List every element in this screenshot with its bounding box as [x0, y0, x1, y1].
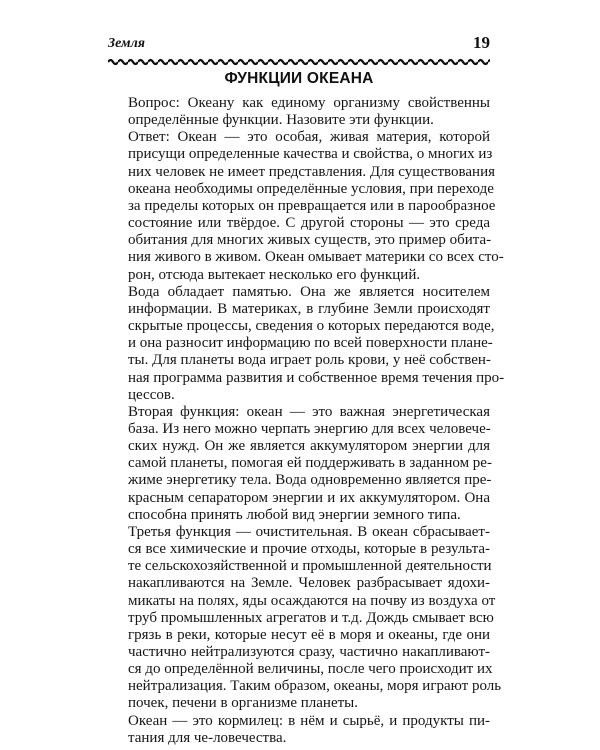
- text-line: ты. Для планеты вода играет роль крови, у неё собствен-: [128, 352, 491, 369]
- text-line: микаты на полях, яды осаждаются на почву из воздуха от: [128, 592, 496, 609]
- text-line: Вторая функция: океан — это важная энергетическая: [128, 403, 490, 420]
- text-line: частично нейтрализуются сразу, частично накапливают-: [128, 644, 490, 660]
- text-line: жиме энергетику тела. Вода одновременно является пре-: [128, 472, 492, 489]
- text-line: присущи определенные качества и свойства, о многих из: [128, 146, 493, 163]
- text-line: ная программа развития и собственное время течения про-: [128, 369, 505, 386]
- text-line: обитания для многих живых существ, это пример обита-: [128, 232, 492, 249]
- text-line: накапливаются на Земле. Человек разбрасывает ядохи-: [128, 575, 490, 592]
- paragraph: [108, 713, 490, 747]
- text-line: определённые функции. Назовите эти функции.: [128, 112, 434, 129]
- text-line: база. Из него можно черпать энергию для всех человече-: [128, 420, 491, 437]
- text-line: ских нужд. Он же является аккумулятором энергии для: [128, 438, 490, 455]
- text-line: цессов.: [128, 386, 175, 403]
- text-line: и она разносит информацию по всей поверхности плане-: [128, 335, 493, 352]
- running-header: [108, 33, 490, 56]
- paragraph: [108, 523, 502, 713]
- text-line: состояние или твёрдое. С другой стороны — это среда: [128, 215, 490, 232]
- text-line: самой планеты, помогая ей поддерживать в заданном ре-: [128, 455, 492, 472]
- paragraph: [108, 129, 504, 283]
- text-line: те сельскохозяйственной и промышленной деятельности: [128, 558, 492, 575]
- text-line: Ответ: Океан — это особая, живая материя, которой: [128, 129, 490, 146]
- paragraph: [108, 404, 490, 524]
- text-line: грязь в реки, которые несут её в моря и океаны, где они: [128, 626, 490, 643]
- text-line: за пределы которых он превращается или в парообразное: [128, 197, 496, 214]
- text-line: тания для че-ловечества.: [128, 729, 287, 746]
- text-line: нейтрализация. Таким образом, океаны, моря играют роль: [128, 678, 502, 695]
- text-line: Океан — это кормилец: в нём и сырьё, и продукты пи-: [128, 712, 490, 729]
- text-line: Третья функция — очистительная. В океан сбрасывает-: [128, 523, 490, 540]
- text-line: ся до определённой величины, после чего происходит их: [128, 661, 493, 678]
- text-line: Вопрос: Океану как единому организму свойственны: [128, 95, 490, 111]
- paragraph: [108, 283, 505, 404]
- text-line: красным сепаратором энергии и их аккумулятором. Она: [128, 489, 490, 506]
- text-line: рон, отсюда вытекает несколько его функций.: [128, 266, 421, 283]
- text-line: Вода обладает памятью. Она же является носителем: [128, 283, 490, 300]
- body-text: [108, 95, 505, 747]
- text-line: информации. В материках, в глубине Земли происходят: [128, 300, 490, 317]
- text-line: ния живого в живом. Океан омывает материки со всех сто-: [128, 249, 504, 266]
- text-line: океана необходимы определённые условия, при переходе: [128, 180, 494, 197]
- text-line: способна принять любой вид энергии земного типа.: [128, 506, 461, 523]
- page-number: 19: [473, 33, 490, 52]
- text-line: них человек не имеет представления. Для существования: [128, 163, 496, 180]
- chapter-title: Земля: [108, 36, 145, 51]
- text-line: ся все химические и прочие отходы, которые в результа-: [128, 541, 490, 558]
- text-line: труб промышленных агрегатов и т.д. Дождь смывает всю: [128, 609, 494, 626]
- section-title: ФУНКЦИИ ОКЕАНА: [224, 70, 374, 87]
- text-line: скрытые процессы, сведения о которых передаются воде,: [128, 318, 495, 335]
- text-line: почек, печени в организме планеты.: [128, 695, 358, 712]
- paragraph: [108, 95, 490, 129]
- decorative-rule: [108, 58, 490, 66]
